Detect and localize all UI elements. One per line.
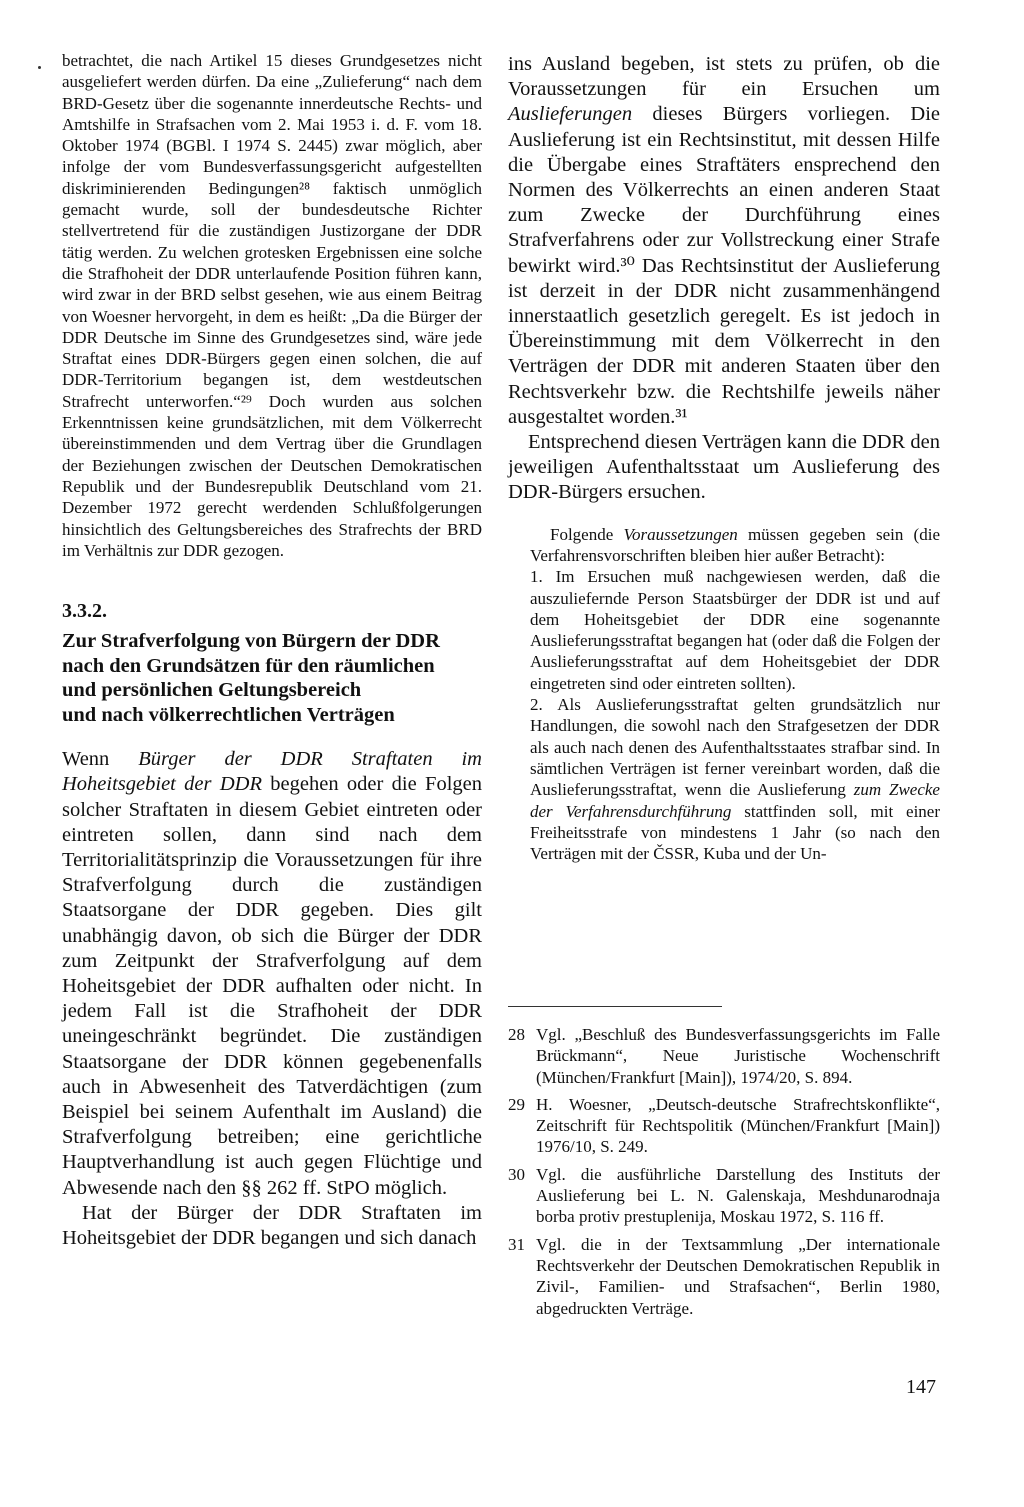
body-paragraph: Hat der Bürger der DDR Straftaten im Hoheitsgebiet der DDR begangen und sich danach [62, 1201, 482, 1249]
footnote-number: 31 [508, 1234, 525, 1254]
text-run: Wenn [62, 748, 139, 771]
section-title [62, 629, 482, 727]
section-title-line: Zur Strafverfolgung von Bürgern der DDR [62, 630, 440, 653]
footnote-text: H. Woesner, „Deutsch-deutsche Strafrechtskonflikte“, Zeitschrift für Rechtspolitik (München/Frankfurt [Main]) 1976/10, S. 249. [536, 1094, 940, 1157]
emphasis: Bürger der DDR Straftaten im Hoheitsgebiet der DDR [62, 748, 482, 796]
text-run: stattfinden soll, mit einer Freiheitsstrafe von mindestens 1 Jahr (so nach den Verträgen mit der ČSSR, Kuba und der Un- [530, 801, 940, 864]
text-run: Folgende [550, 524, 624, 544]
footnote [508, 1164, 940, 1228]
footnote-text: Vgl. „Beschluß des Bundesverfassungsgerichts im Falle Brückmann“, Neue Juristische Wochenschrift (München/Frankfurt [Main]), 1974/20, S. 894. [536, 1025, 940, 1087]
speck-mark [38, 66, 41, 69]
emphasis: zum Zwecke der Verfahrensdurchführung [530, 780, 940, 821]
emphasis: Voraussetzungen [623, 524, 738, 544]
footnote-text: Vgl. die in der Textsammlung „Der internationale Rechtsverkehr der Deutschen Demokratischen Republik in Zivil-, Familien- und Strafsachen“, Berlin 1980, abgedruckten Verträge. [536, 1234, 940, 1318]
footnote-number: 28 [508, 1025, 525, 1044]
footnote-number: 30 [508, 1164, 525, 1184]
body-paragraph [62, 747, 482, 1201]
section-title-line: und persönlichen Geltungsbereich [62, 679, 362, 702]
body-paragraph [508, 52, 940, 430]
block-intro [530, 524, 940, 567]
left-column [62, 50, 482, 1251]
right-column [508, 52, 940, 864]
footnote-rule [508, 1006, 722, 1007]
footnote [508, 1094, 940, 1158]
body-paragraph: Entsprechend diesen Verträgen kann die DDR den jeweiligen Aufenthaltsstaat um Auslieferung des DDR-Bürgers ersuchen. [508, 431, 940, 504]
block-item [530, 694, 940, 864]
continuation-block [62, 50, 482, 561]
section-number: 3.3.2. [62, 600, 107, 623]
text-run: ins Ausland begeben, ist stets zu prüfen, ob die Voraussetzungen für ein Ersuchen um [508, 53, 940, 101]
text-run: dieses Bürgers vorliegen. Die Auslieferung ist ein Rechtsinstitut, mit dessen Hilfe die Übergabe eines Straftäters ensprechend den Normen des Völkerrechts an einen anderen Staat zum Zwecke der Durchführung eines Strafverfahrens oder zur Vollstreckung einer Strafe bewirkt wird.³⁰ Das Rechtsinstitut der Auslieferung ist derzeit in der DDR nicht zusammenhängend innerstaatlich gesetzlich geregelt. Es ist jedoch in Übereinstimmung mit dem Völkerrecht in den Verträgen der DDR mit anderen Staaten über den Rechtsverkehr bzw. die Rechtshilfe jeweils näher ausgestaltet worden.³¹ [508, 103, 940, 428]
footnote-number: 29 [508, 1094, 525, 1114]
section-title-line: und nach völkerrechtlichen Verträgen [62, 703, 395, 726]
footnotes [508, 1024, 940, 1325]
requirements-block [530, 524, 940, 865]
text-run: 2. Als Auslieferungsstraftat gelten grundsätzlich nur Handlungen, die sowohl nach den Strafgesetzen der DDR als auch nach denen des Aufenthaltsstaates strafbar sind. In sämtlichen Verträgen ist ferner vereinbart worden, daß die Auslieferungsstraftat, wenn die Auslieferung [530, 695, 940, 800]
body-block [62, 747, 482, 1251]
text-run: begehen oder die Folgen solcher Straftaten in diesem Gebiet eintreten oder eintreten sollen, dann sind nach dem Territorialitätsprinzip die Voraussetzungen für ihre Strafverfolgung durch die zuständigen Staatsorgane der DDR gegeben. Dies gilt unabhängig davon, ob sich die Bürger der DDR zum Zeitpunkt der Strafverfolgung auf dem Hoheitsgebiet der DDR aufhalten oder nicht. In jedem Fall ist die Strafhoheit der DDR uneingeschränkt begründet. Die zuständigen Staatsorgane der DDR können gegebenenfalls auch in Abwesenheit des Tatverdächtigen (zum Beispiel bei seinem Aufenthalt im Ausland) die Strafverfolgung betreiben; eine gerichtliche Hauptverhandlung ist auch gegen Flüchtige und Abwesende nach den §§ 262 ff. StPO möglich. [62, 773, 482, 1199]
text-run: müssen gegeben sein (die Verfahrensvorschriften bleiben hier außer Betracht): [530, 524, 940, 565]
body-block [508, 52, 940, 506]
page-number: 147 [906, 1376, 936, 1398]
footnote [508, 1024, 940, 1088]
section-title-line: nach den Grundsätzen für den räumlichen [62, 654, 435, 677]
block-item: 1. Im Ersuchen muß nachgewiesen werden, daß die auszuliefernde Person Staatsbürger der DDR ist und auf dem Hoheitsgebiet der DDR eine sogenannte Auslieferungsstraftat begangen hat (oder daß die Folgen der Auslieferungsstraftat auf dem Hoheitsgebiet der DDR eingetreten sind oder eintreten sollten). [530, 567, 940, 693]
footnote [508, 1234, 940, 1319]
continuation-paragraph: betrachtet, die nach Artikel 15 dieses Grundgesetzes nicht ausgeliefert werden dürfen. Da eine „Zulieferung“ nach dem BRD-Gesetz über die sogenannte innerdeutsche Rechts- und Amtshilfe in Strafsachen vom 2. Mai 1953 i. d. F. vom 18. Oktober 1974 (BGBl. I 1974 S. 2445) zwar möglich, aber infolge der vom Bundesverfassungsgericht aufgestellten diskriminierenden Bedingungen²⁸ faktisch unmöglich gemacht wurde, soll der bundesdeutsche Richter stellvertretend für die zuständigen Justizorgane der DDR tätig werden. Zu welchen grotesken Ergebnissen eine solche die Strafhoheit der DDR unterlaufende Position führen kann, wird zwar in der BRD selbst gesehen, wie aus einem Beitrag von Woesner hervorgeht, in dem es heißt: „Da die Bürger der DDR Deutsche im Sinne des Grundgesetzes sind, wäre jede Straftat eines DDR-Bürgers gegen einen solchen, die auf DDR-Territorium begangen ist, dem westdeutschen Strafrecht unterworfen.“²⁹ Doch wurden aus solchen Erkenntnissen keine grundsätzlichen, mit dem Völkerrecht übereinstimmenden und dem Vertrag über die Grundlagen der Beziehungen zwischen der Deutschen Demokratischen Republik und der Bundesrepublik Deutschland vom 21. Dezember 1972 gerecht werdenden Schlußfolgerungen hinsichtlich des Geltungsbereiches des Strafrechts der BRD im Verhältnis zur DDR gezogen. [62, 51, 482, 560]
emphasis: Auslieferungen [508, 103, 633, 126]
footnote-text: Vgl. die ausführliche Darstellung des Instituts der Auslieferung bei L. N. Galenskaja, Meshdunarodnaja borba protiv prestuplenija, Moskau 1972, S. 116 ff. [536, 1164, 940, 1227]
